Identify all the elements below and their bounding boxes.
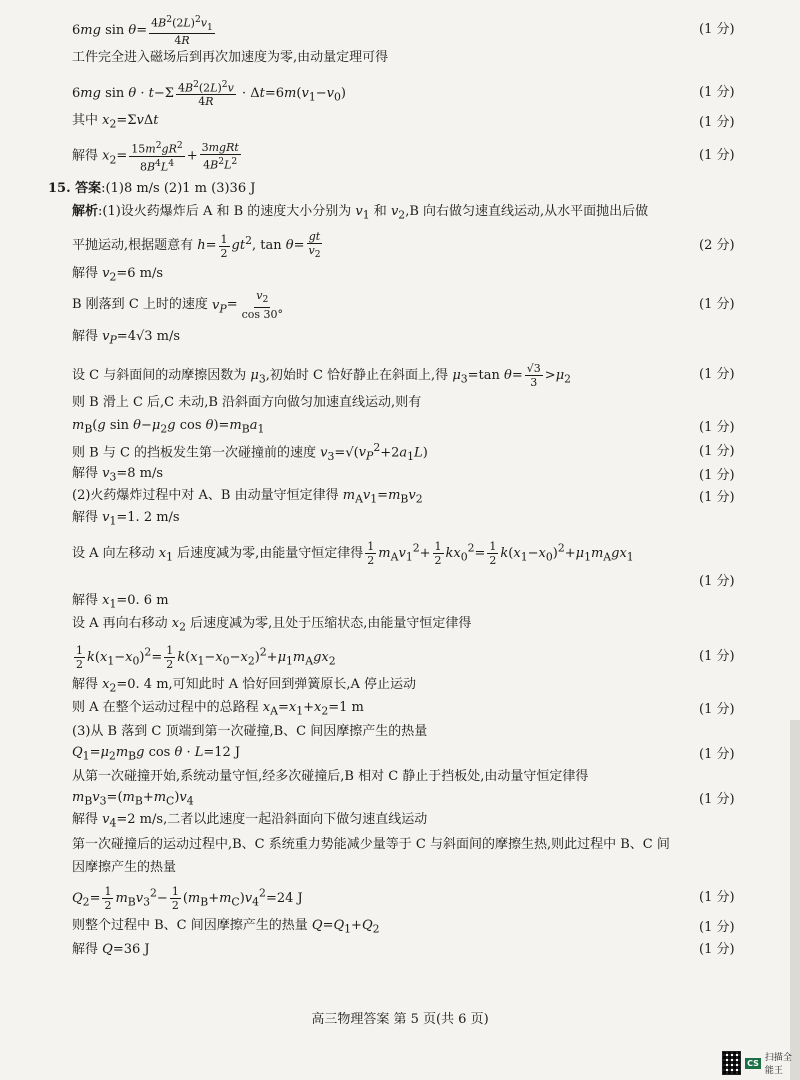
score-mark: (1 分) <box>699 468 735 483</box>
solution-line-text: 因摩擦产生的热量 <box>72 860 177 875</box>
score-mark: (1 分) <box>699 574 735 589</box>
score-mark: (1 分) <box>699 747 735 762</box>
page-footer: 高三物理答案 第 5 页(共 6 页) <box>311 1012 489 1027</box>
solution-line-text: 平抛运动,根据题意有 h= $\frac{1}{2}$ $gt^2$, tan θ= $\frac{gt}{v_2}$ <box>72 230 321 261</box>
solution-line-text: $m_Bv_3=(m_B+m_C)v_4$ <box>72 790 194 808</box>
solution-line-text: 第一次碰撞后的运动过程中,B、C 系统重力势能减少量等于 C 与斜面间的摩擦生热,则此过程中 B、C 间 <box>72 837 670 852</box>
solution-line-text: 解得 $v_P=4√3$ m/s <box>72 329 181 347</box>
solution-line-text: 6mg sin θ= $\frac{4B^2(2L)^2v_1}{4R}$ <box>72 13 213 48</box>
solution-line-text: $\frac{1}{2}$ $k(x_1-x_0)^2=$ $\frac{1}{2}$ $k(x_1-x_0-x_2)^2+\mu_1m_Agx_2$ <box>76 643 336 671</box>
score-mark: (1 分) <box>699 297 735 312</box>
solution-line-text: 解得 $x_1=0$. 6 m <box>72 593 169 611</box>
score-mark: (1 分) <box>699 890 735 905</box>
scanner-watermark <box>722 1050 800 1076</box>
solution-line-text: 解得 $x_2=$ $\frac{15m^2gR^2}{8B^4L^4}$ + $\frac{\text{3mgRt}}{4B^2L^2}$ <box>72 139 239 174</box>
score-mark: (1 分) <box>699 85 735 100</box>
solution-line-text: 解得 $v_2=6$ m/s <box>72 266 164 284</box>
solution-line-text: 设 C 与斜面间的动摩擦因数为 $\mu_3$,初始时 C 恰好静止在斜面上,得 $\mu_3=\tan$ θ= $\frac{√3}{3}$ $>\mu_2$ <box>72 361 572 389</box>
solution-line-text: 则 B 滑上 C 后,C 未动,B 沿斜面方向做匀加速直线运动,则有 <box>72 395 422 410</box>
score-mark: (1 分) <box>699 649 735 664</box>
score-mark: (1 分) <box>699 942 735 957</box>
solution-line-text: 15. 答案:(1)8 m/s (2)1 m (3)36 J <box>48 181 256 196</box>
score-mark: (1 分) <box>699 702 735 717</box>
score-mark: (1 分) <box>699 420 735 435</box>
solution-line-text: 工件完全进入磁场后到再次加速度为零,由动量定理可得 <box>72 50 389 65</box>
score-mark: (1 分) <box>699 367 735 382</box>
solution-line-text: 解得 Q=36 J <box>72 942 150 957</box>
solution-line-text: (3)从 B 落到 C 顶端到第一次碰撞,B、C 间因摩擦产生的热量 <box>72 724 428 739</box>
score-mark: (1 分) <box>699 115 735 130</box>
solution-line-text: 解得 $v_1=1$. 2 m/s <box>72 510 180 528</box>
score-mark: (1 分) <box>699 490 735 505</box>
qr-code-icon <box>722 1051 741 1075</box>
scanner-badge: CS <box>747 1058 759 1068</box>
solution-line-text: 则整个过程中 B、C 间因摩擦产生的热量 $Q=Q_1+Q_2$ <box>72 918 380 936</box>
solution-line-text: $Q_2=$ $\frac{1}{2}$ $m_Bv_3^2-$ $\frac{1}{2}$ $(m_B+m_C)v_4^2=24$ J <box>72 884 303 912</box>
solution-line-text: B 刚落到 C 上时的速度 $v_P=$ $\frac{v_2}{\cos 30^\circ}$ <box>72 289 284 321</box>
solution-line-text: 设 A 向左移动 $x_1$ 后速度减为零,由能量守恒定律得 $\frac{1}{2}$ $m_Av_1^2+$ $\frac{1}{2}$ $kx_0^2=$ $\frac{1}{2}$ $k(x_1-x_0)^2+\mu_1m_Agx_1$ <box>72 539 634 567</box>
solution-line-text: 设 A 再向右移动 $x_2$ 后速度减为零,且处于压缩状态,由能量守恒定律得 <box>72 616 472 634</box>
solution-line-text: 则 A 在整个运动过程中的总路程 $x_A=x_1+x_2=1$ m <box>72 700 364 718</box>
solution-line-text: $m_B(g$ $\sin \theta-\mu_2g$ $\cos \theta)=m_Ba_1$ <box>72 418 265 436</box>
score-mark: (1 分) <box>699 148 735 163</box>
solution-line-text: 解析:(1)设火药爆炸后 A 和 B 的速度大小分别为 $v_1$ 和 $v_2,B$ 向右做匀速直线运动,从水平面抛出后做 <box>72 204 649 222</box>
scanner-name: 扫描全能王 <box>764 1053 792 1076</box>
score-mark: (2 分) <box>699 238 735 253</box>
solution-line-text: 其中 $x_2=\Sigma v\Delta t$ <box>72 113 159 131</box>
solution-line-text: (2)火药爆炸过程中对 A、B 由动量守恒定律得 $m_Av_1=m_Bv_2$ <box>72 488 423 506</box>
solution-line-text: 从第一次碰撞开始,系统动量守恒,经多次碰撞后,B 相对 C 静止于挡板处,由动量守恒定律得 <box>72 769 589 784</box>
score-mark: (1 分) <box>699 444 735 459</box>
score-mark: (1 分) <box>699 792 735 807</box>
solution-line-text: 6mg sin θ · t−Σ $\frac{4B^2(2L)^2v}{4R}$ · $\Delta t=6m(v_1-v_0)$ <box>72 78 346 109</box>
solution-line-text: 则 B 与 C 的挡板发生第一次碰撞前的速度 $v_3=√(v_P^2+2a_1L)$ <box>72 440 428 463</box>
solution-line-text: 解得 $v_3=8$ m/s <box>72 466 164 484</box>
solution-line-text: 解得 $x_2=0$. 4 m,可知此时 A 恰好回到弹簧原长,A 停止运动 <box>72 677 416 695</box>
solution-line-text: 解得 $v_4=2$ m/s,二者以此速度一起沿斜面向下做匀速直线运动 <box>72 812 428 830</box>
score-mark: (1 分) <box>699 920 735 935</box>
score-mark: (1 分) <box>699 22 735 37</box>
solution-line-text: $Q_1=\mu_2m_Bg$ cos θ · L=12 J <box>72 745 241 763</box>
